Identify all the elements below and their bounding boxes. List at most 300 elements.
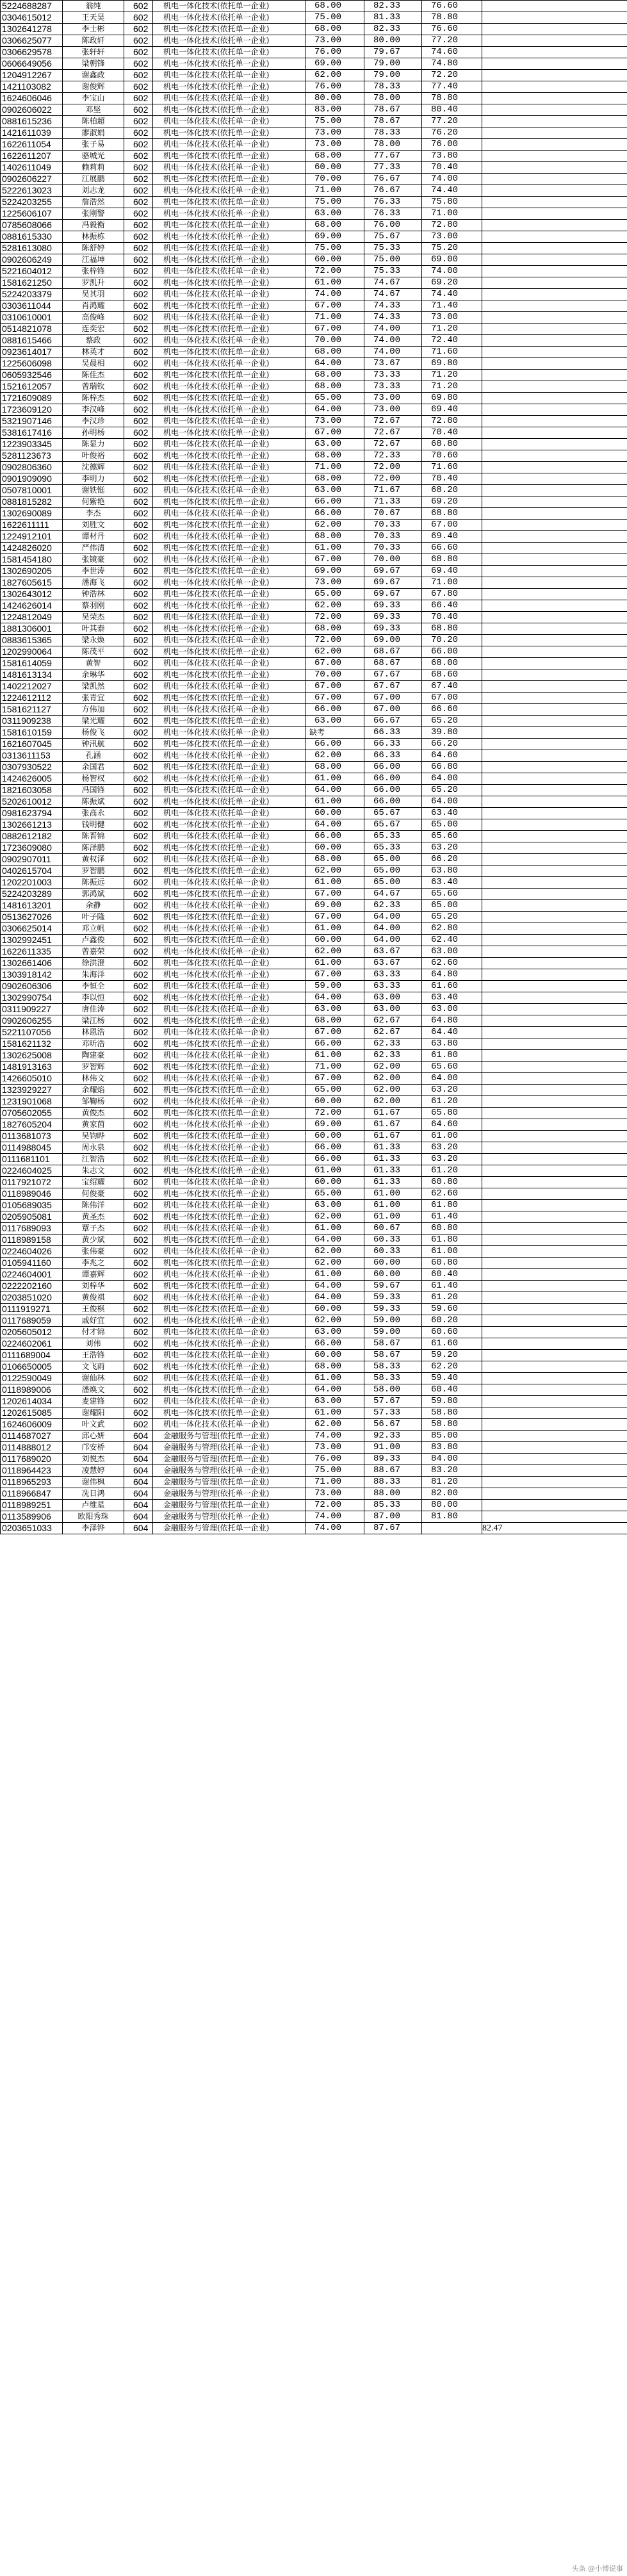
major-name-cell: 机电一体化技术(依托单一企业) xyxy=(153,1304,305,1315)
student-name-cell: 谭嘉辉 xyxy=(63,1269,124,1281)
student-name-cell: 骆城光 xyxy=(63,151,124,162)
total-score-cell: 70.40 xyxy=(422,612,482,623)
table-row xyxy=(1,589,627,600)
written-score-cell: 67.00 xyxy=(305,681,364,693)
student-name-cell: 方伟加 xyxy=(63,704,124,716)
written-score-cell: 62.00 xyxy=(305,520,364,531)
table-row xyxy=(1,312,627,324)
total-score-cell: 61.00 xyxy=(422,1246,482,1258)
student-name-cell: 张伟豪 xyxy=(63,1246,124,1258)
exam-id-cell: 5224688287 xyxy=(1,1,63,12)
table-row xyxy=(1,693,627,704)
rank-cell xyxy=(482,796,627,808)
table-row xyxy=(1,1211,627,1223)
written-score-cell: 60.00 xyxy=(305,162,364,174)
major-name-cell: 机电一体化技术(依托单一企业) xyxy=(153,277,305,289)
exam-id-cell: 0306625077 xyxy=(1,35,63,47)
interview-score-cell: 59.67 xyxy=(364,1281,422,1292)
interview-score-cell: 58.33 xyxy=(364,1361,422,1373)
total-score-cell: 62.60 xyxy=(422,1188,482,1200)
table-row xyxy=(1,416,627,427)
rank-cell xyxy=(482,312,627,324)
written-score-cell: 63.00 xyxy=(305,1200,364,1211)
table-row xyxy=(1,277,627,289)
rank-cell xyxy=(482,935,627,946)
interview-score-cell: 63.00 xyxy=(364,1004,422,1015)
interview-score-cell: 66.33 xyxy=(364,739,422,750)
written-score-cell: 64.00 xyxy=(305,1292,364,1304)
major-name-cell: 机电一体化技术(依托单一企业) xyxy=(153,312,305,324)
exam-id-cell: 1581621132 xyxy=(1,1038,63,1050)
rank-cell xyxy=(482,900,627,912)
exam-id-cell: 0117689059 xyxy=(1,1315,63,1327)
major-code-cell: 602 xyxy=(124,1281,153,1292)
student-name-cell: 李泽铧 xyxy=(63,1523,124,1534)
table-row xyxy=(1,151,627,162)
table-row xyxy=(1,1431,627,1442)
written-score-cell: 60.00 xyxy=(305,254,364,266)
total-score-cell: 62.60 xyxy=(422,958,482,969)
exam-id-cell: 0513627026 xyxy=(1,912,63,923)
exam-id-cell: 0705602055 xyxy=(1,1108,63,1119)
total-score-cell: 59.80 xyxy=(422,1396,482,1407)
rank-cell xyxy=(482,289,627,300)
exam-id-cell: 1426605010 xyxy=(1,1073,63,1085)
interview-score-cell: 63.00 xyxy=(364,992,422,1004)
rank-cell xyxy=(482,1,627,12)
interview-score-cell: 78.00 xyxy=(364,139,422,151)
major-code-cell: 602 xyxy=(124,197,153,208)
written-score-cell: 61.00 xyxy=(305,796,364,808)
total-score-cell: 61.80 xyxy=(422,1050,482,1062)
rank-cell xyxy=(482,416,627,427)
major-code-cell: 602 xyxy=(124,151,153,162)
major-name-cell: 机电一体化技术(依托单一企业) xyxy=(153,427,305,439)
major-code-cell: 602 xyxy=(124,93,153,104)
total-score-cell: 85.00 xyxy=(422,1431,482,1442)
exam-id-cell: 1302641278 xyxy=(1,24,63,35)
student-name-cell: 陈晋锦 xyxy=(63,831,124,842)
interview-score-cell: 77.33 xyxy=(364,162,422,174)
table-row xyxy=(1,1015,627,1027)
major-code-cell: 602 xyxy=(124,531,153,543)
total-score-cell: 60.80 xyxy=(422,1223,482,1235)
rank-cell xyxy=(482,1315,627,1327)
interview-score-cell: 67.00 xyxy=(364,704,422,716)
rank-cell xyxy=(482,520,627,531)
exam-id-cell: 0203851020 xyxy=(1,1292,63,1304)
written-score-cell: 61.00 xyxy=(305,877,364,889)
major-name-cell: 机电一体化技术(依托单一企业) xyxy=(153,1200,305,1211)
table-row xyxy=(1,819,627,831)
student-name-cell: 蔡政 xyxy=(63,335,124,347)
exam-id-cell: 0118989158 xyxy=(1,1235,63,1246)
student-name-cell: 肖鸿耀 xyxy=(63,300,124,312)
rank-cell xyxy=(482,347,627,358)
major-name-cell: 机电一体化技术(依托单一企业) xyxy=(153,47,305,58)
student-name-cell: 钟汛航 xyxy=(63,739,124,750)
exam-id-cell: 0114687027 xyxy=(1,1431,63,1442)
table-row xyxy=(1,739,627,750)
interview-score-cell: 60.33 xyxy=(364,1235,422,1246)
table-row xyxy=(1,1419,627,1431)
total-score-cell: 84.00 xyxy=(422,1454,482,1465)
exam-id-cell: 0203651033 xyxy=(1,1523,63,1534)
exam-id-cell: 0224604025 xyxy=(1,1165,63,1177)
major-name-cell: 机电一体化技术(依托单一企业) xyxy=(153,1038,305,1050)
written-score-cell: 68.00 xyxy=(305,370,364,381)
interview-score-cell: 71.33 xyxy=(364,496,422,508)
major-name-cell: 机电一体化技术(依托单一企业) xyxy=(153,1327,305,1338)
student-name-cell: 刘志龙 xyxy=(63,185,124,197)
table-row xyxy=(1,185,627,197)
major-code-cell: 602 xyxy=(124,992,153,1004)
major-code-cell: 602 xyxy=(124,1269,153,1281)
major-name-cell: 机电一体化技术(依托单一企业) xyxy=(153,508,305,520)
major-name-cell: 机电一体化技术(依托单一企业) xyxy=(153,1419,305,1431)
table-row xyxy=(1,116,627,127)
total-score-cell: 72.80 xyxy=(422,416,482,427)
exam-id-cell: 1723609120 xyxy=(1,404,63,416)
rank-cell xyxy=(482,1258,627,1269)
exam-id-cell: 0402615704 xyxy=(1,866,63,877)
major-code-cell: 602 xyxy=(124,808,153,819)
written-score-cell: 67.00 xyxy=(305,1027,364,1038)
rank-cell xyxy=(482,404,627,416)
total-score-cell: 68.20 xyxy=(422,485,482,496)
written-score-cell: 73.00 xyxy=(305,1488,364,1500)
major-code-cell: 602 xyxy=(124,1085,153,1096)
major-code-cell: 602 xyxy=(124,739,153,750)
written-score-cell: 80.00 xyxy=(305,93,364,104)
major-name-cell: 金融服务与管理(依托单一企业) xyxy=(153,1488,305,1500)
rank-cell xyxy=(482,370,627,381)
major-name-cell: 机电一体化技术(依托单一企业) xyxy=(153,231,305,243)
table-row xyxy=(1,381,627,393)
interview-score-cell: 61.33 xyxy=(364,1165,422,1177)
written-score-cell: 62.00 xyxy=(305,750,364,762)
total-score-cell: 69.20 xyxy=(422,277,482,289)
interview-score-cell: 61.00 xyxy=(364,1188,422,1200)
written-score-cell: 61.00 xyxy=(305,543,364,554)
interview-score-cell: 66.00 xyxy=(364,796,422,808)
interview-score-cell: 66.33 xyxy=(364,750,422,762)
exam-id-cell: 0117689020 xyxy=(1,1454,63,1465)
total-score-cell: 75.20 xyxy=(422,243,482,254)
written-score-cell: 67.00 xyxy=(305,1073,364,1085)
major-code-cell: 602 xyxy=(124,1246,153,1258)
student-name-cell: 李汉峰 xyxy=(63,404,124,416)
interview-score-cell: 62.00 xyxy=(364,1085,422,1096)
total-score-cell: 60.20 xyxy=(422,1315,482,1327)
table-row xyxy=(1,762,627,773)
major-code-cell: 602 xyxy=(124,404,153,416)
table-row xyxy=(1,1477,627,1488)
major-code-cell: 602 xyxy=(124,946,153,958)
major-name-cell: 机电一体化技术(依托单一企业) xyxy=(153,739,305,750)
interview-score-cell: 76.67 xyxy=(364,174,422,185)
major-name-cell: 金融服务与管理(依托单一企业) xyxy=(153,1454,305,1465)
exam-id-cell: 0902806360 xyxy=(1,462,63,473)
exam-id-cell: 0902907011 xyxy=(1,854,63,866)
table-row xyxy=(1,266,627,277)
student-name-cell: 文飞雨 xyxy=(63,1361,124,1373)
written-score-cell: 73.00 xyxy=(305,1442,364,1454)
total-score-cell: 81.80 xyxy=(422,1511,482,1523)
rank-cell xyxy=(482,381,627,393)
interview-score-cell: 67.67 xyxy=(364,681,422,693)
interview-score-cell: 79.67 xyxy=(364,47,422,58)
exam-id-cell: 1202614034 xyxy=(1,1396,63,1407)
interview-score-cell: 78.67 xyxy=(364,104,422,116)
exam-id-cell: 1421103082 xyxy=(1,81,63,93)
student-name-cell: 吴荣杰 xyxy=(63,612,124,623)
student-name-cell: 余静 xyxy=(63,900,124,912)
major-code-cell: 602 xyxy=(124,681,153,693)
rank-cell xyxy=(482,531,627,543)
major-name-cell: 机电一体化技术(依托单一企业) xyxy=(153,946,305,958)
total-score-cell: 69.20 xyxy=(422,496,482,508)
interview-score-cell: 68.67 xyxy=(364,646,422,658)
exam-id-cell: 5221107056 xyxy=(1,1027,63,1038)
table-row xyxy=(1,1177,627,1188)
interview-score-cell: 91.00 xyxy=(364,1442,422,1454)
total-score-cell: 74.00 xyxy=(422,266,482,277)
major-code-cell: 602 xyxy=(124,1015,153,1027)
major-code-cell: 602 xyxy=(124,646,153,658)
major-name-cell: 机电一体化技术(依托单一企业) xyxy=(153,208,305,220)
major-code-cell: 602 xyxy=(124,658,153,669)
exam-id-cell: 5224203379 xyxy=(1,289,63,300)
table-row xyxy=(1,1338,627,1350)
student-name-cell: 高俊峰 xyxy=(63,312,124,324)
major-name-cell: 金融服务与管理(依托单一企业) xyxy=(153,1477,305,1488)
major-name-cell: 机电一体化技术(依托单一企业) xyxy=(153,854,305,866)
exam-id-cell: 1402611049 xyxy=(1,162,63,174)
rank-cell xyxy=(482,1327,627,1338)
rank-cell xyxy=(482,162,627,174)
table-row xyxy=(1,866,627,877)
major-code-cell: 602 xyxy=(124,1223,153,1235)
major-code-cell: 602 xyxy=(124,600,153,612)
rank-cell xyxy=(482,450,627,462)
major-name-cell: 机电一体化技术(依托单一企业) xyxy=(153,1246,305,1258)
major-code-cell: 602 xyxy=(124,1108,153,1119)
student-name-cell: 邓昕浩 xyxy=(63,1038,124,1050)
interview-score-cell: 69.67 xyxy=(364,566,422,577)
major-name-cell: 机电一体化技术(依托单一企业) xyxy=(153,289,305,300)
exam-id-cell: 1224912101 xyxy=(1,531,63,543)
rank-cell xyxy=(482,1050,627,1062)
table-row xyxy=(1,912,627,923)
total-score-cell: 69.00 xyxy=(422,254,482,266)
rank-cell xyxy=(482,35,627,47)
rank-cell xyxy=(482,1085,627,1096)
student-name-cell: 吴其羽 xyxy=(63,289,124,300)
written-score-cell: 75.00 xyxy=(305,197,364,208)
major-name-cell: 机电一体化技术(依托单一企业) xyxy=(153,1015,305,1027)
interview-score-cell: 59.33 xyxy=(364,1304,422,1315)
major-code-cell: 602 xyxy=(124,381,153,393)
table-row xyxy=(1,566,627,577)
table-row xyxy=(1,104,627,116)
major-name-cell: 机电一体化技术(依托单一企业) xyxy=(153,681,305,693)
exam-id-cell: 1481613134 xyxy=(1,669,63,681)
interview-score-cell: 69.00 xyxy=(364,635,422,646)
total-score-cell: 63.20 xyxy=(422,842,482,854)
table-row xyxy=(1,1119,627,1131)
total-score-cell: 69.80 xyxy=(422,358,482,370)
rank-cell xyxy=(482,104,627,116)
total-score-cell: 67.40 xyxy=(422,681,482,693)
major-code-cell: 602 xyxy=(124,312,153,324)
exam-id-cell: 1224812049 xyxy=(1,612,63,623)
table-row xyxy=(1,139,627,151)
rank-cell xyxy=(482,1304,627,1315)
written-score-cell: 68.00 xyxy=(305,151,364,162)
major-code-cell: 602 xyxy=(124,220,153,231)
major-name-cell: 机电一体化技术(依托单一企业) xyxy=(153,185,305,197)
written-score-cell: 60.00 xyxy=(305,1304,364,1315)
exam-id-cell: 0981623794 xyxy=(1,808,63,819)
written-score-cell: 66.00 xyxy=(305,1154,364,1165)
table-row xyxy=(1,969,627,981)
total-score-cell: 63.40 xyxy=(422,877,482,889)
major-code-cell: 602 xyxy=(124,370,153,381)
exam-id-cell: 0881615466 xyxy=(1,335,63,347)
major-code-cell: 602 xyxy=(124,300,153,312)
major-name-cell: 机电一体化技术(依托单一企业) xyxy=(153,393,305,404)
total-score-cell: 74.00 xyxy=(422,174,482,185)
written-score-cell: 66.00 xyxy=(305,739,364,750)
major-name-cell: 机电一体化技术(依托单一企业) xyxy=(153,300,305,312)
table-row xyxy=(1,889,627,900)
major-name-cell: 机电一体化技术(依托单一企业) xyxy=(153,381,305,393)
total-score-cell: 71.40 xyxy=(422,300,482,312)
major-name-cell: 机电一体化技术(依托单一企业) xyxy=(153,1085,305,1096)
student-name-cell: 谢铁铤 xyxy=(63,485,124,496)
rank-cell xyxy=(482,831,627,842)
total-score-cell: 70.40 xyxy=(422,427,482,439)
major-name-cell: 机电一体化技术(依托单一企业) xyxy=(153,416,305,427)
total-score-cell: 66.40 xyxy=(422,600,482,612)
total-score-cell: 61.40 xyxy=(422,1281,482,1292)
table-row xyxy=(1,485,627,496)
total-score-cell: 66.80 xyxy=(422,762,482,773)
exam-id-cell: 1424826020 xyxy=(1,543,63,554)
exam-id-cell: 0118989046 xyxy=(1,1188,63,1200)
student-name-cell: 孙明杨 xyxy=(63,427,124,439)
major-name-cell: 机电一体化技术(依托单一企业) xyxy=(153,1188,305,1200)
interview-score-cell: 61.33 xyxy=(364,1142,422,1154)
interview-score-cell: 69.67 xyxy=(364,589,422,600)
written-score-cell: 62.00 xyxy=(305,866,364,877)
table-row xyxy=(1,1327,627,1338)
exam-id-cell: 0106650005 xyxy=(1,1361,63,1373)
written-score-cell: 71.00 xyxy=(305,1477,364,1488)
written-score-cell: 75.00 xyxy=(305,243,364,254)
student-name-cell: 沈德辉 xyxy=(63,462,124,473)
table-row xyxy=(1,1085,627,1096)
major-code-cell: 602 xyxy=(124,1073,153,1085)
major-code-cell: 602 xyxy=(124,935,153,946)
interview-score-cell: 62.00 xyxy=(364,1062,422,1073)
total-score-cell: 63.80 xyxy=(422,866,482,877)
major-name-cell: 机电一体化技术(依托单一企业) xyxy=(153,81,305,93)
major-code-cell: 602 xyxy=(124,716,153,727)
major-code-cell: 602 xyxy=(124,104,153,116)
total-score-cell: 71.60 xyxy=(422,462,482,473)
major-name-cell: 金融服务与管理(依托单一企业) xyxy=(153,1465,305,1477)
total-score-cell: 71.60 xyxy=(422,347,482,358)
interview-score-cell: 65.00 xyxy=(364,877,422,889)
major-name-cell: 机电一体化技术(依托单一企业) xyxy=(153,669,305,681)
major-name-cell: 机电一体化技术(依托单一企业) xyxy=(153,958,305,969)
written-score-cell: 61.00 xyxy=(305,1269,364,1281)
major-name-cell: 机电一体化技术(依托单一企业) xyxy=(153,404,305,416)
rank-cell xyxy=(482,727,627,739)
written-score-cell: 64.00 xyxy=(305,819,364,831)
rank-cell xyxy=(482,658,627,669)
student-name-cell: 叶其泰 xyxy=(63,623,124,635)
interview-score-cell: 61.33 xyxy=(364,1154,422,1165)
interview-score-cell: 70.33 xyxy=(364,543,422,554)
written-score-cell: 61.00 xyxy=(305,1050,364,1062)
rank-cell xyxy=(482,1431,627,1442)
table-row xyxy=(1,1073,627,1085)
total-score-cell: 75.80 xyxy=(422,197,482,208)
major-code-cell: 602 xyxy=(124,785,153,796)
rank-cell xyxy=(482,1454,627,1465)
table-row xyxy=(1,658,627,669)
major-name-cell: 机电一体化技术(依托单一企业) xyxy=(153,1315,305,1327)
major-name-cell: 机电一体化技术(依托单一企业) xyxy=(153,1281,305,1292)
table-row xyxy=(1,81,627,93)
student-name-cell: 曾嘉荣 xyxy=(63,946,124,958)
major-code-cell: 602 xyxy=(124,969,153,981)
written-score-cell: 70.00 xyxy=(305,669,364,681)
major-name-cell: 机电一体化技术(依托单一企业) xyxy=(153,1384,305,1396)
rank-cell xyxy=(482,231,627,243)
student-name-cell: 冯国锋 xyxy=(63,785,124,796)
major-name-cell: 机电一体化技术(依托单一企业) xyxy=(153,462,305,473)
interview-score-cell: 79.00 xyxy=(364,70,422,81)
exam-id-cell: 0313611153 xyxy=(1,750,63,762)
student-name-cell: 陶建豪 xyxy=(63,1050,124,1062)
written-score-cell: 74.00 xyxy=(305,1431,364,1442)
major-code-cell: 604 xyxy=(124,1500,153,1511)
major-code-cell: 602 xyxy=(124,1131,153,1142)
major-code-cell: 602 xyxy=(124,1350,153,1361)
major-code-cell: 602 xyxy=(124,1258,153,1269)
student-name-cell: 李汉珍 xyxy=(63,416,124,427)
written-score-cell: 68.00 xyxy=(305,531,364,543)
total-score-cell: 65.20 xyxy=(422,716,482,727)
student-name-cell: 杨俊飞 xyxy=(63,727,124,739)
table-row xyxy=(1,923,627,935)
major-name-cell: 机电一体化技术(依托单一企业) xyxy=(153,220,305,231)
table-row xyxy=(1,174,627,185)
exam-id-cell: 5224203289 xyxy=(1,889,63,900)
written-score-cell: 62.00 xyxy=(305,646,364,658)
written-score-cell: 61.00 xyxy=(305,1223,364,1235)
major-name-cell: 机电一体化技术(依托单一企业) xyxy=(153,266,305,277)
rank-cell xyxy=(482,1235,627,1246)
student-name-cell: 谢鑫政 xyxy=(63,70,124,81)
student-name-cell: 林伟文 xyxy=(63,1073,124,1085)
exam-id-cell: 0881615330 xyxy=(1,231,63,243)
total-score-cell: 58.80 xyxy=(422,1419,482,1431)
